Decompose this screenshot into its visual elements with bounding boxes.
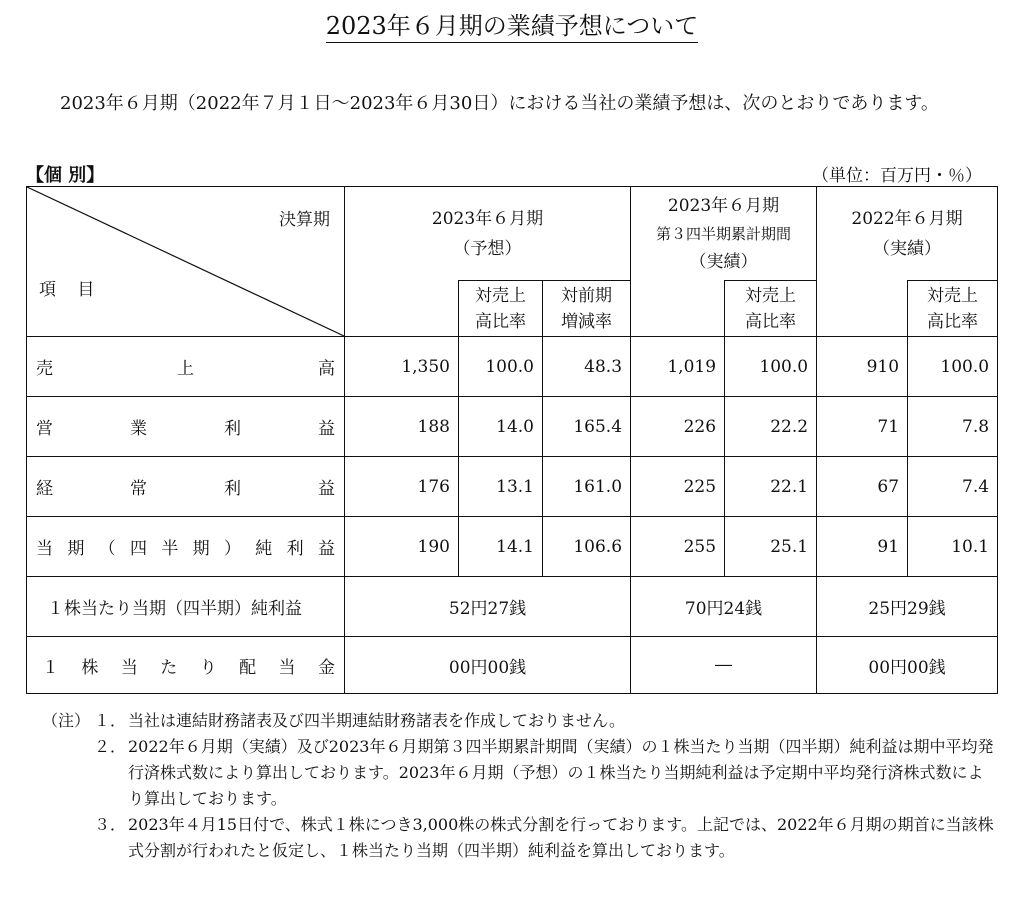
cell-value: 188 — [345, 397, 459, 457]
intro-paragraph: 2023年６月期（2022年７月１日～2023年６月30日）における当社の業績予想は、次のとおりであります。 — [60, 93, 939, 114]
note-item — [42, 812, 997, 864]
cell-value: ― — [631, 637, 817, 694]
cell-value: 106.6 — [543, 517, 631, 577]
row-label: 当 期 （ 四 半 期 ） 純 利 益 — [27, 517, 345, 577]
sub-header-sales-ratio: 対売上 高比率 — [459, 281, 543, 337]
cell-value: 14.1 — [459, 517, 543, 577]
cell-value: 225 — [631, 457, 725, 517]
section-label: 【個 別】 — [26, 165, 105, 186]
cell-value: 48.3 — [543, 337, 631, 397]
cell-value: 22.2 — [725, 397, 817, 457]
cell-value: 14.0 — [459, 397, 543, 457]
cell-value: 1,019 — [631, 337, 725, 397]
cell-value: 71 — [817, 397, 908, 457]
note-text: 当社は連結財務諸表及び四半期連結財務諸表を作成しておりません。 — [128, 711, 625, 730]
row-label: 売 上 高 — [27, 337, 345, 397]
row-label: 営 業 利 益 — [27, 397, 345, 457]
note-number: ３． — [94, 815, 127, 834]
cell-value: 226 — [631, 397, 725, 457]
header-corner-cell — [27, 187, 345, 337]
table-row — [27, 457, 998, 517]
table-row-dividend — [27, 637, 998, 694]
cell-value: 67 — [817, 457, 908, 517]
cell-value: 25.1 — [725, 517, 817, 577]
note-item — [42, 734, 997, 812]
corner-bottom-label: 項 目 — [39, 280, 103, 300]
sub-header-blank — [817, 281, 908, 337]
cell-value: 7.4 — [908, 457, 998, 517]
note-number: １． — [94, 711, 127, 730]
table-row — [27, 517, 998, 577]
sub-header-sales-ratio: 対売上 高比率 — [908, 281, 998, 337]
page-title — [0, 6, 1024, 41]
cell-value: 13.1 — [459, 457, 543, 517]
row-label: 経 常 利 益 — [27, 457, 345, 517]
sub-header-sales-ratio: 対売上 高比率 — [725, 281, 817, 337]
financial-forecast-table — [26, 186, 998, 694]
row-label: １ 株 当 た り 配 当 金 — [27, 637, 345, 694]
note-text: 2023年４月15日付で、株式１株につき3,000株の株式分割を行っております。上記では、2022年６月期の期首に当該株式分割が行われたと仮定し、１株当たり当期（四半期）純利益を算出しております。 — [128, 815, 994, 860]
sub-header-blank — [631, 281, 725, 337]
col-group-q3-actual: 2023年６月期 第３四半期累計期間 （実績） — [631, 187, 817, 281]
sub-header-yoy: 対前期 増減率 — [543, 281, 631, 337]
page-title-text: 2023年６月期の業績予想について — [326, 12, 699, 43]
notes-section — [42, 708, 997, 864]
cell-value: 165.4 — [543, 397, 631, 457]
cell-value: 190 — [345, 517, 459, 577]
cell-value: 91 — [817, 517, 908, 577]
note-number: ２． — [94, 737, 127, 756]
cell-value: 910 — [817, 337, 908, 397]
cell-value: 176 — [345, 457, 459, 517]
table-row — [27, 397, 998, 457]
cell-value: 7.8 — [908, 397, 998, 457]
cell-value: 100.0 — [908, 337, 998, 397]
cell-value: 52円27銭 — [345, 577, 631, 637]
cell-value: 00円00銭 — [817, 637, 998, 694]
cell-value: 100.0 — [459, 337, 543, 397]
col-group-prior-actual: 2022年６月期 （実績） — [817, 187, 998, 281]
notes-lead: （注） — [42, 711, 91, 730]
cell-value: 25円29銭 — [817, 577, 998, 637]
cell-value: 161.0 — [543, 457, 631, 517]
corner-top-label: 決算期 — [279, 210, 330, 230]
sub-header-blank — [345, 281, 459, 337]
cell-value: 00円00銭 — [345, 637, 631, 694]
note-text: 2022年６月期（実績）及び2023年６月期第３四半期累計期間（実績）の１株当たり当期（四半期）純利益は期中平均発行済株式数により算出しております。2023年６月期（予想）の１株当たり当期純利益は予定期中平均発行済株式数により算出しております。 — [128, 737, 994, 808]
row-label: １株当たり当期（四半期）純利益 — [27, 577, 345, 637]
cell-value: 10.1 — [908, 517, 998, 577]
table-row — [27, 337, 998, 397]
cell-value: 1,350 — [345, 337, 459, 397]
col-group-forecast: 2023年６月期 （予想） — [345, 187, 631, 281]
cell-value: 255 — [631, 517, 725, 577]
cell-value: 22.1 — [725, 457, 817, 517]
cell-value: 100.0 — [725, 337, 817, 397]
cell-value: 70円24銭 — [631, 577, 817, 637]
unit-label: （単位：百万円・％） — [812, 166, 982, 186]
table-row-eps — [27, 577, 998, 637]
note-item — [42, 708, 997, 734]
